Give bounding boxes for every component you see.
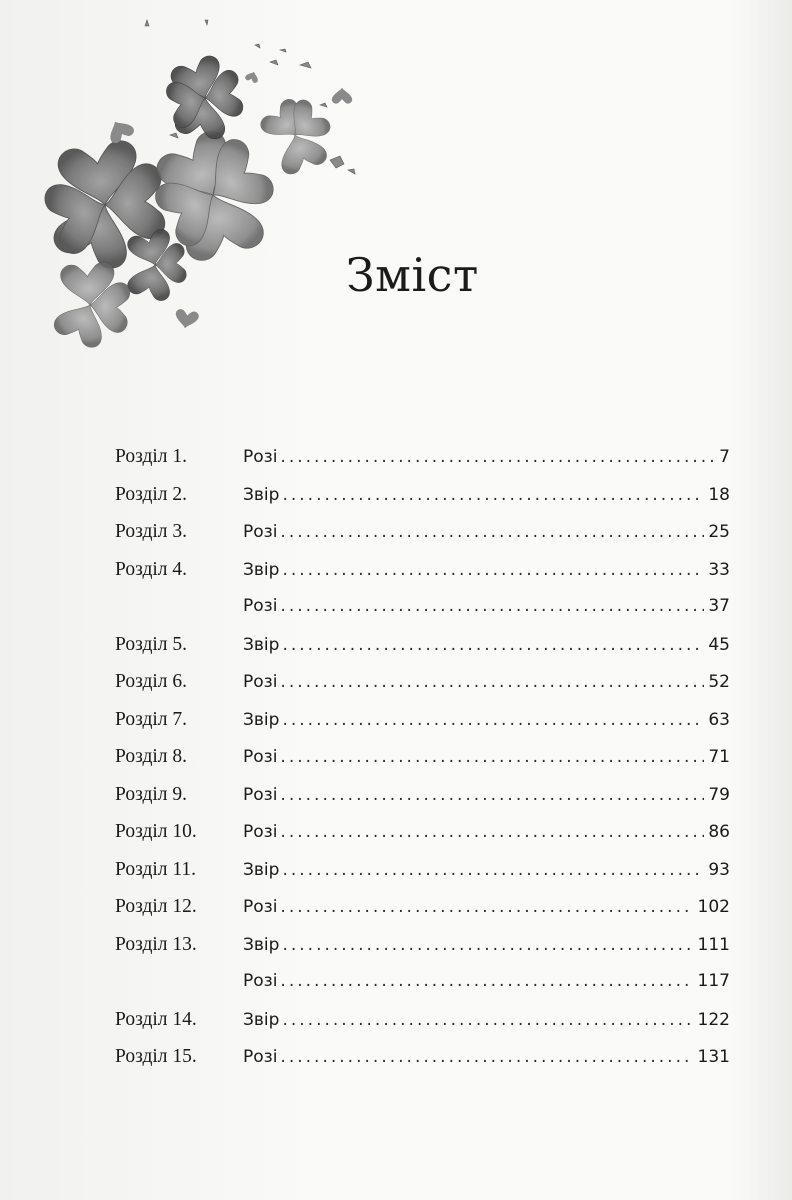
chapter-title: Розі [243,447,278,467]
page-number: 117 [697,971,730,991]
page-number: 33 [708,559,730,580]
page-number: 71 [708,747,730,767]
toc-row[interactable] [115,821,730,859]
chapter-number: Розділ 2. [115,483,188,505]
toc-row[interactable] [115,521,730,559]
toc-row[interactable] [115,484,730,522]
dot-leader [280,522,704,542]
dot-leader [280,447,715,467]
toc-entry [243,1010,730,1030]
toc-entry [243,596,730,616]
page-title: Зміст [346,248,479,302]
toc-row[interactable] [115,446,730,484]
table-of-contents [115,446,730,1084]
toc-entry [243,1047,730,1067]
chapter-number: Розділ 7. [115,708,188,730]
page-number: 25 [708,522,730,542]
dot-leader [280,1047,693,1067]
chapter-title: Розі [243,784,278,805]
chapter-title: Розі [243,971,278,991]
toc-entry [243,971,730,991]
chapter-number: Розділ 11. [115,858,197,880]
page-number: 52 [708,672,730,692]
page-number: 45 [708,634,730,655]
dot-leader [280,971,693,991]
dot-leader [280,596,704,616]
chapter-number: Розділ 6. [115,671,188,692]
dot-leader [282,935,693,955]
toc-row[interactable] [115,596,730,634]
chapter-title: Звір [243,934,280,955]
page-number: 86 [708,822,730,842]
chapter-title: Звір [243,559,280,580]
toc-entry [243,710,730,730]
dot-leader [280,785,704,805]
page-number: 37 [708,596,730,616]
chapter-number: Розділ 13. [115,933,197,955]
toc-entry [243,672,730,692]
toc-entry [243,485,730,505]
page-number: 18 [708,484,730,505]
page-number: 111 [697,934,730,955]
chapter-number: Розділ 14. [115,1008,197,1030]
toc-entry [243,447,730,467]
dot-leader [280,822,704,842]
chapter-number: Розділ 12. [115,896,197,917]
toc-entry [243,747,730,767]
chapter-number: Розділ 4. [115,558,188,580]
page-number: 7 [719,447,730,467]
chapter-title: Розі [243,1047,278,1067]
toc-row[interactable] [115,709,730,747]
chapter-number: Розділ 9. [115,783,188,805]
dot-leader [282,860,704,880]
chapter-number: Розділ 15. [115,1046,197,1067]
toc-row[interactable] [115,896,730,934]
toc-entry [243,897,730,917]
toc-row[interactable] [115,634,730,672]
page-number: 63 [708,709,730,730]
chapter-title: Звір [243,484,280,505]
chapter-title: Звір [243,634,280,655]
chapter-title: Розі [243,747,278,767]
toc-row[interactable] [115,671,730,709]
toc-row[interactable] [115,971,730,1009]
dot-leader [280,747,704,767]
dot-leader [280,897,693,917]
page-number: 79 [708,784,730,805]
chapter-title: Розі [243,822,278,842]
toc-entry [243,860,730,880]
clover-leaves-icon [30,10,380,360]
toc-entry [243,522,730,542]
dot-leader [282,710,704,730]
chapter-title: Розі [243,897,278,917]
chapter-number: Розділ 1. [115,446,188,467]
page-number: 131 [697,1047,730,1067]
toc-row[interactable] [115,934,730,972]
dot-leader [280,672,704,692]
chapter-title: Розі [243,672,278,692]
page-number: 122 [697,1009,730,1030]
chapter-number: Розділ 3. [115,521,188,542]
dot-leader [282,635,704,655]
toc-row[interactable] [115,859,730,897]
dot-leader [282,560,704,580]
chapter-title: Звір [243,1009,280,1030]
toc-row[interactable] [115,559,730,597]
chapter-title: Розі [243,522,278,542]
chapter-title: Звір [243,709,280,730]
chapter-number: Розділ 5. [115,633,188,655]
toc-entry [243,785,730,805]
toc-row[interactable] [115,1009,730,1047]
dot-leader [282,485,704,505]
chapter-number: Розділ 10. [115,821,197,842]
chapter-number: Розділ 8. [115,746,188,767]
page-number: 93 [708,859,730,880]
dot-leader [282,1010,693,1030]
toc-entry [243,635,730,655]
chapter-title: Звір [243,859,280,880]
toc-row[interactable] [115,1046,730,1084]
toc-entry [243,822,730,842]
toc-row[interactable] [115,784,730,822]
toc-entry [243,935,730,955]
toc-entry [243,560,730,580]
page-number: 102 [697,897,730,917]
toc-row[interactable] [115,746,730,784]
chapter-title: Розі [243,596,278,616]
